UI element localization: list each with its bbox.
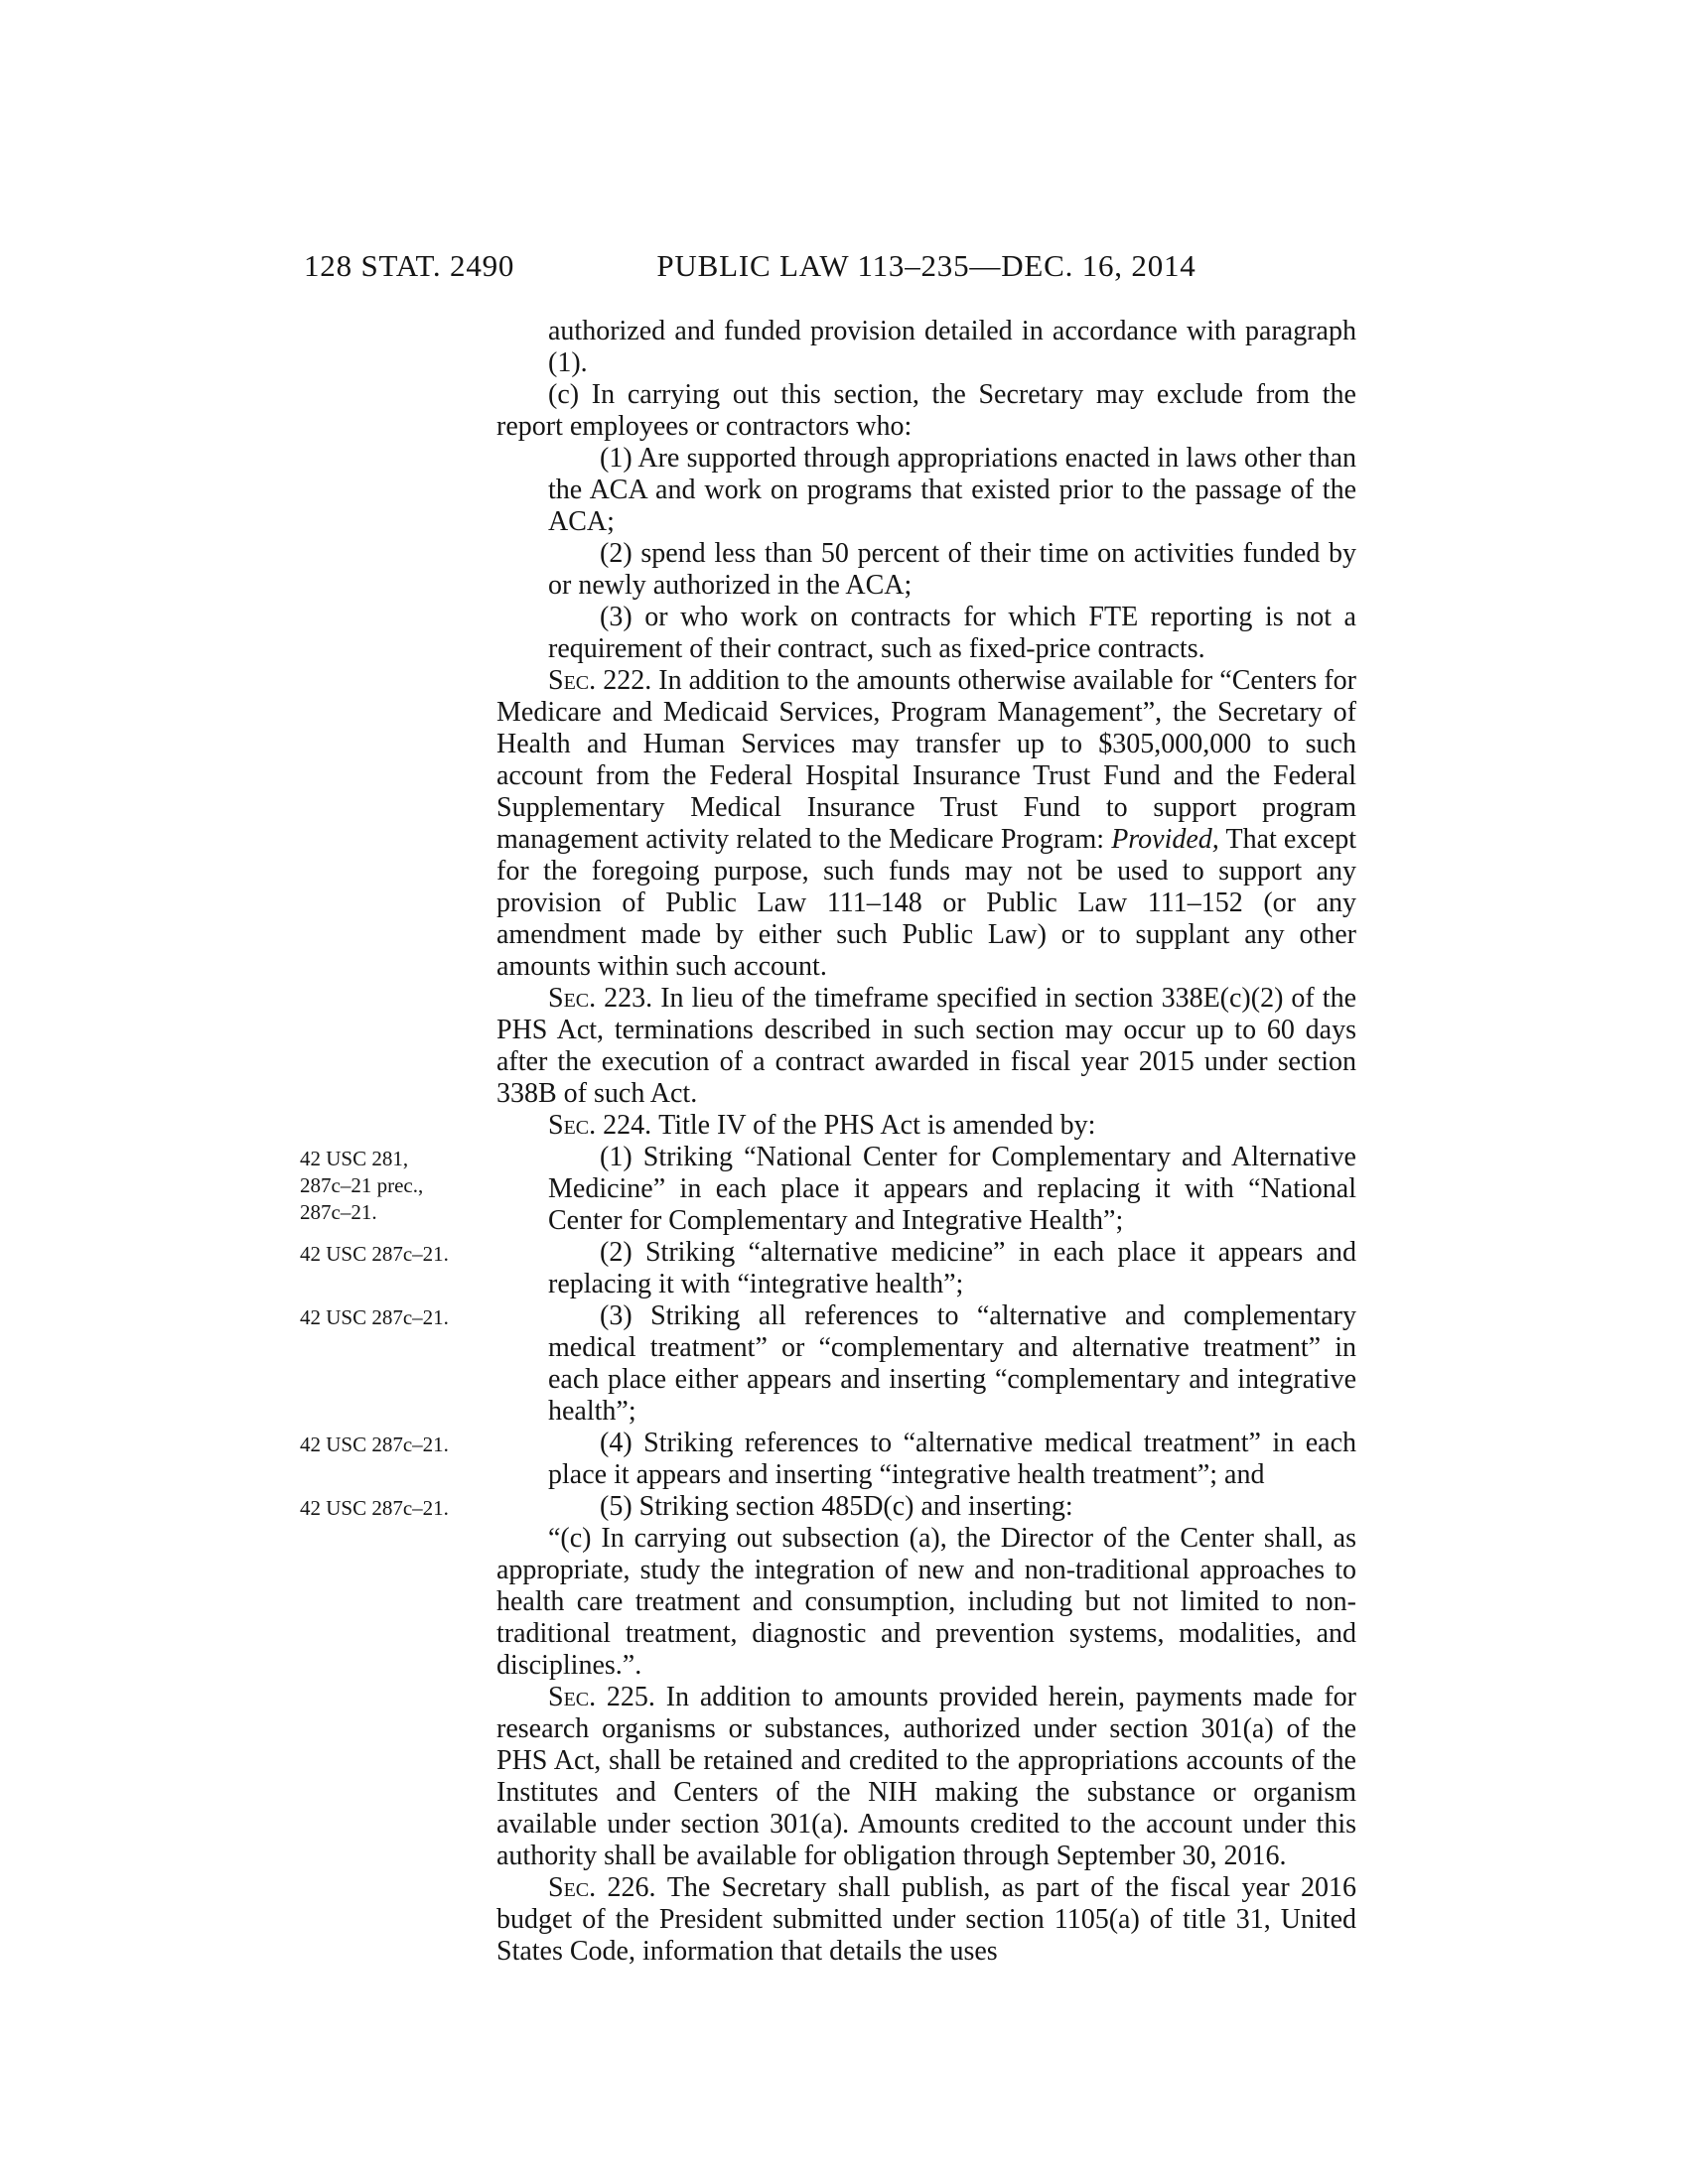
uscode-margin-note <box>300 1241 491 1268</box>
paragraph-block <box>496 538 1356 602</box>
paragraph-block <box>300 1142 1356 1237</box>
text-run: (3) Striking all references to “alternative and complementary medical treatment” or “complementary and alternative treatment” in each place either appears and inserting “complementary and integrative health”; <box>548 1300 1356 1427</box>
stat-page-number: 128 STAT. 2490 <box>304 248 515 283</box>
text-run: In lieu of the timeframe specified in section 338E(c)(2) of the PHS Act, terminations described in such section may occur up to 60 days after the execution of a contract awarded in fiscal year 2015 under section 338B of such Act. <box>496 983 1356 1109</box>
uscode-margin-note-line: 42 USC 287c–21. <box>300 1305 449 1329</box>
paragraph-block <box>496 316 1356 379</box>
uscode-margin-note-line: 42 USC 287c–21. <box>300 1242 449 1266</box>
text-run-smallcaps: Sec. 224. <box>548 1110 659 1141</box>
paragraph-block <box>496 1523 1356 1682</box>
paragraph-text <box>496 665 1356 983</box>
public-law-title: PUBLIC LAW 113–235—DEC. 16, 2014 <box>656 248 1196 283</box>
paragraph-block <box>496 602 1356 665</box>
paragraph-text <box>496 1142 1356 1237</box>
paragraph-block <box>496 443 1356 538</box>
text-run: In addition to amounts provided herein, payments made for research organisms or substances, authorized under section 301(a) of the PHS Act, shall be retained and credited to the appropriations accounts of the Institutes and Centers of the NIH making the substance or organism available under section 301(a). Amounts credited to the account under this authority shall be available for obligation through September 30, 2016. <box>496 1682 1356 1871</box>
text-run: authorized and funded provision detailed in accordance with paragraph (1). <box>548 316 1356 378</box>
text-run: In addition to the amounts otherwise available for “Centers for Medicare and Medicaid Services, Program Management”, the Secretary of Health and Human Services may transfer up to $305,000,000 to such account from the Federal Hospital Insurance Trust Fund and the Federal Supplementary Medical Insurance Trust Fund to support program management activity related to the Medicare Program: <box>496 665 1356 855</box>
paragraph-block <box>496 665 1356 983</box>
uscode-margin-note <box>300 1495 491 1522</box>
uscode-margin-note-line: 42 USC 287c–21. <box>300 1433 449 1456</box>
uscode-margin-note <box>300 1146 491 1226</box>
text-run: (1) Are supported through appropriations enacted in laws other than the ACA and work on programs that existed prior to the passage of the ACA; <box>548 443 1356 537</box>
paragraph-block <box>496 1110 1356 1142</box>
paragraph-text <box>496 316 1356 379</box>
text-run: The Secretary shall publish, as part of the fiscal year 2016 budget of the President submitted under section 1105(a) of title 31, United States Code, information that details the uses <box>496 1872 1356 1967</box>
paragraph-text <box>496 1300 1356 1428</box>
text-run: (c) In carrying out this section, the Secretary may exclude from the report employees or contractors who: <box>496 379 1356 442</box>
paragraph-text <box>496 1110 1356 1142</box>
paragraph-text <box>496 1682 1356 1872</box>
uscode-margin-note-line: 287c–21 prec., <box>300 1173 424 1197</box>
text-run-italic: Provided, <box>1111 824 1219 855</box>
paragraph-text <box>496 1872 1356 1968</box>
paragraph-block <box>496 983 1356 1110</box>
paragraph-text <box>496 1523 1356 1682</box>
text-run: (1) Striking “National Center for Complementary and Alternative Medicine” in each place it appears and replacing it with “National Center for Complementary and Integrative Health”; <box>548 1142 1356 1236</box>
paragraph-block <box>496 1872 1356 1968</box>
text-run: (2) Striking “alternative medicine” in each place it appears and replacing it with “integrative health”; <box>548 1237 1356 1299</box>
paragraph-text <box>496 379 1356 443</box>
paragraph-text <box>496 443 1356 538</box>
text-run-smallcaps: Sec. 225. <box>548 1682 666 1712</box>
paragraph-block <box>300 1428 1356 1491</box>
text-run-smallcaps: Sec. 222. <box>548 665 659 696</box>
paragraph-text <box>496 1237 1356 1300</box>
uscode-margin-note-line: 287c–21. <box>300 1200 377 1224</box>
paragraph-text <box>496 538 1356 602</box>
text-run: (5) Striking section 485D(c) and inserting: <box>600 1491 1073 1522</box>
paragraph-block <box>300 1300 1356 1428</box>
text-run-smallcaps: Sec. 226. <box>548 1872 667 1903</box>
paragraph-block <box>300 1237 1356 1300</box>
paragraph-text <box>496 1428 1356 1491</box>
paragraph-block <box>496 379 1356 443</box>
paragraph-text <box>496 983 1356 1110</box>
uscode-margin-note <box>300 1304 491 1331</box>
uscode-margin-note-line: 42 USC 281, <box>300 1147 409 1170</box>
text-run: (2) spend less than 50 percent of their time on activities funded by or newly authorized in the ACA; <box>548 538 1356 601</box>
text-run: “(c) In carrying out subsection (a), the Director of the Center shall, as appropriate, study the integration of new and non-traditional approaches to health care treatment and consumption, including but not limited to non-traditional treatment, diagnostic and prevention systems, modalities, and disciplines.”. <box>496 1523 1356 1681</box>
paragraph-block <box>496 1682 1356 1872</box>
text-run: That except for the foregoing purpose, such funds may not be used to support any provision of Public Law 111–148 or Public Law 111–152 (or any amendment made by either such Public Law) or to supplant any other amounts within such account. <box>496 824 1356 982</box>
uscode-margin-note <box>300 1432 491 1458</box>
uscode-margin-note-line: 42 USC 287c–21. <box>300 1496 449 1520</box>
text-run-smallcaps: Sec. 223. <box>548 983 661 1014</box>
text-run: Title IV of the PHS Act is amended by: <box>658 1110 1096 1141</box>
paragraph-text <box>496 602 1356 665</box>
text-run: (3) or who work on contracts for which FTE reporting is not a requirement of their contract, such as fixed-price contracts. <box>548 602 1356 664</box>
text-run: (4) Striking references to “alternative medical treatment” in each place it appears and inserting “integrative health treatment”; and <box>548 1428 1356 1490</box>
paragraph-text <box>496 1491 1356 1523</box>
paragraph-block <box>300 1491 1356 1523</box>
statute-body <box>300 316 1356 1968</box>
